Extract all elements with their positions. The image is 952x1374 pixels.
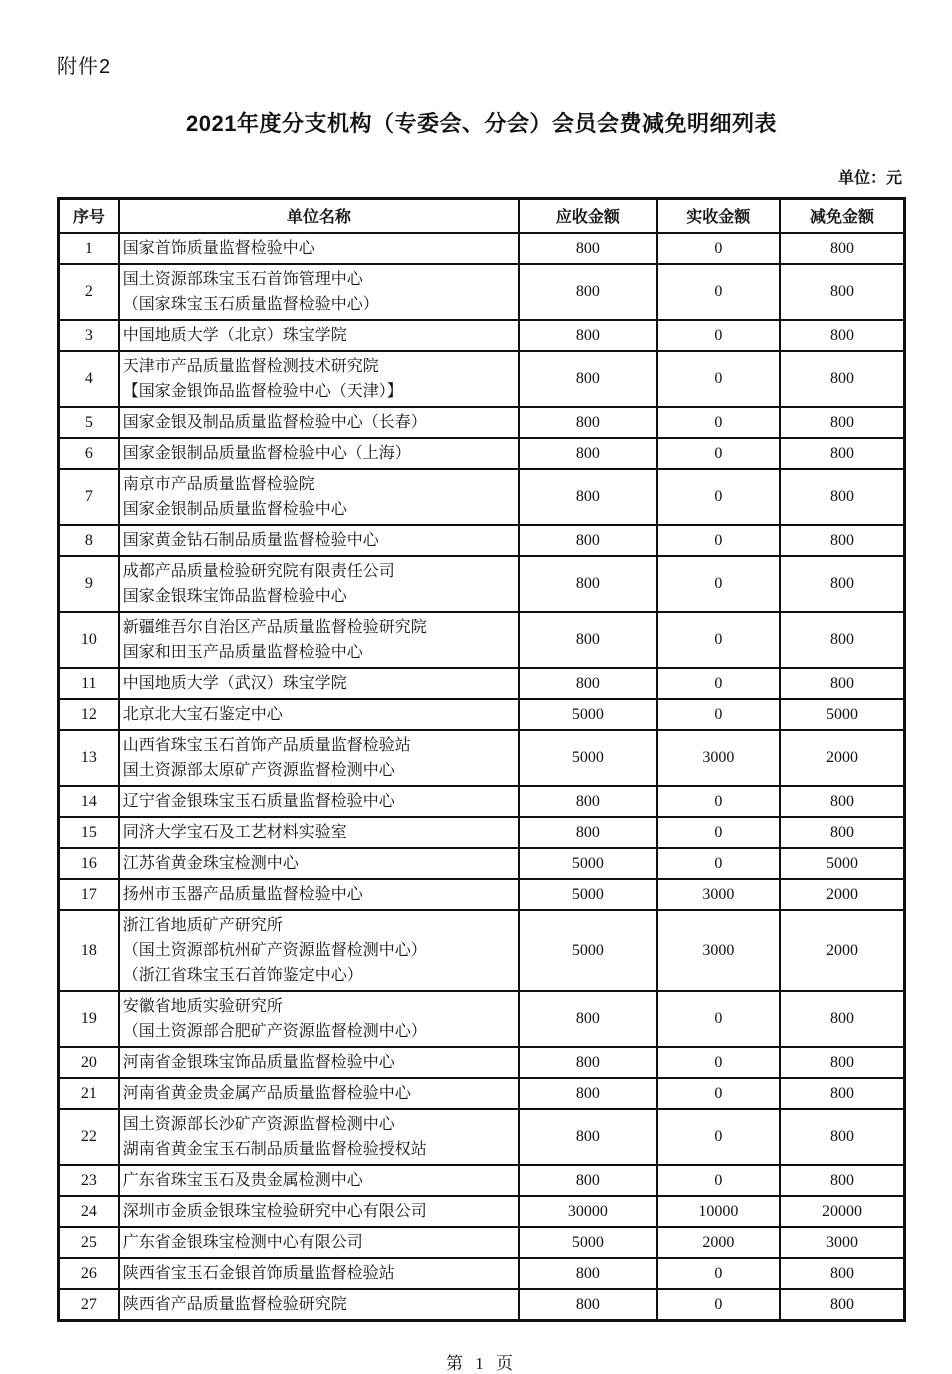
received-amount: 3000 <box>657 879 780 910</box>
reduced-amount: 800 <box>780 1289 904 1321</box>
unit-name: 北京北大宝石鉴定中心 <box>119 699 519 730</box>
reduced-amount: 800 <box>780 1258 904 1289</box>
unit-name: 扬州市玉器产品质量监督检验中心 <box>119 879 519 910</box>
received-amount: 0 <box>657 264 780 320</box>
table-row <box>59 991 905 1047</box>
table-row <box>59 668 905 699</box>
unit-name: 中国地质大学（北京）珠宝学院 <box>119 320 519 351</box>
unit-name: 广东省金银珠宝检测中心有限公司 <box>119 1227 519 1258</box>
unit-name: 广东省珠宝玉石及贵金属检测中心 <box>119 1165 519 1196</box>
received-amount: 3000 <box>657 910 780 991</box>
reduced-amount: 800 <box>780 320 904 351</box>
reduced-amount: 2000 <box>780 910 904 991</box>
received-amount: 0 <box>657 612 780 668</box>
reduced-amount: 800 <box>780 351 904 407</box>
row-index: 9 <box>59 556 119 612</box>
receivable-amount: 800 <box>519 233 656 264</box>
fee-reduction-table <box>57 197 906 1322</box>
receivable-amount: 800 <box>519 1109 656 1165</box>
column-header-receivable: 应收金额 <box>519 199 656 233</box>
received-amount: 0 <box>657 699 780 730</box>
table-row <box>59 1227 905 1258</box>
table-row <box>59 848 905 879</box>
unit-name: 深圳市金质金银珠宝检验研究中心有限公司 <box>119 1196 519 1227</box>
received-amount: 0 <box>657 438 780 469</box>
table-row <box>59 351 905 407</box>
reduced-amount: 800 <box>780 233 904 264</box>
table-row <box>59 1196 905 1227</box>
received-amount: 0 <box>657 351 780 407</box>
table-row <box>59 320 905 351</box>
unit-name: 河南省金银珠宝饰品质量监督检验中心 <box>119 1047 519 1078</box>
unit-name: 国家金银制品质量监督检验中心（上海） <box>119 438 519 469</box>
reduced-amount: 800 <box>780 991 904 1047</box>
table-row <box>59 699 905 730</box>
unit-name: 国土资源部珠宝玉石首饰管理中心 （国家珠宝玉石质量监督检验中心） <box>119 264 519 320</box>
reduced-amount: 800 <box>780 438 904 469</box>
reduced-amount: 800 <box>780 786 904 817</box>
reduced-amount: 800 <box>780 1165 904 1196</box>
row-index: 11 <box>59 668 119 699</box>
unit-name: 国土资源部长沙矿产资源监督检测中心 湖南省黄金宝玉石制品质量监督检验授权站 <box>119 1109 519 1165</box>
row-index: 15 <box>59 817 119 848</box>
row-index: 13 <box>59 730 119 786</box>
table-row <box>59 525 905 556</box>
receivable-amount: 800 <box>519 556 656 612</box>
receivable-amount: 5000 <box>519 879 656 910</box>
received-amount: 0 <box>657 407 780 438</box>
unit-name: 山西省珠宝玉石首饰产品质量监督检验站 国土资源部太原矿产资源监督检测中心 <box>119 730 519 786</box>
table-header-row <box>59 199 905 233</box>
received-amount: 0 <box>657 1109 780 1165</box>
receivable-amount: 5000 <box>519 910 656 991</box>
reduced-amount: 800 <box>780 556 904 612</box>
unit-name: 中国地质大学（武汉）珠宝学院 <box>119 668 519 699</box>
receivable-amount: 800 <box>519 1289 656 1321</box>
row-index: 27 <box>59 1289 119 1321</box>
table-row <box>59 469 905 525</box>
received-amount: 0 <box>657 469 780 525</box>
unit-name: 辽宁省金银珠宝玉石质量监督检验中心 <box>119 786 519 817</box>
table-row <box>59 1078 905 1109</box>
receivable-amount: 800 <box>519 668 656 699</box>
row-index: 7 <box>59 469 119 525</box>
received-amount: 0 <box>657 525 780 556</box>
row-index: 10 <box>59 612 119 668</box>
receivable-amount: 5000 <box>519 699 656 730</box>
table-row <box>59 817 905 848</box>
receivable-amount: 800 <box>519 1078 656 1109</box>
reduced-amount: 800 <box>780 612 904 668</box>
unit-name: 江苏省黄金珠宝检测中心 <box>119 848 519 879</box>
reduced-amount: 800 <box>780 525 904 556</box>
unit-name: 天津市产品质量监督检测技术研究院 【国家金银饰品监督检验中心（天津）】 <box>119 351 519 407</box>
row-index: 8 <box>59 525 119 556</box>
row-index: 3 <box>59 320 119 351</box>
column-header-received: 实收金额 <box>657 199 780 233</box>
receivable-amount: 800 <box>519 1165 656 1196</box>
unit-name: 南京市产品质量监督检验院 国家金银制品质量监督检验中心 <box>119 469 519 525</box>
received-amount: 0 <box>657 1078 780 1109</box>
received-amount: 0 <box>657 233 780 264</box>
reduced-amount: 2000 <box>780 879 904 910</box>
table-row <box>59 1047 905 1078</box>
received-amount: 0 <box>657 1165 780 1196</box>
page-footer: 第 1 页 <box>446 1353 517 1373</box>
unit-name: 国家金银及制品质量监督检验中心（长春） <box>119 407 519 438</box>
unit-name: 成都产品质量检验研究院有限责任公司 国家金银珠宝饰品监督检验中心 <box>119 556 519 612</box>
table-row <box>59 786 905 817</box>
unit-name: 安徽省地质实验研究所 （国土资源部合肥矿产资源监督检测中心） <box>119 991 519 1047</box>
row-index: 17 <box>59 879 119 910</box>
received-amount: 0 <box>657 991 780 1047</box>
unit-name: 新疆维吾尔自治区产品质量监督检验研究院 国家和田玉产品质量监督检验中心 <box>119 612 519 668</box>
row-index: 12 <box>59 699 119 730</box>
receivable-amount: 800 <box>519 469 656 525</box>
received-amount: 0 <box>657 817 780 848</box>
unit-name: 陕西省宝玉石金银首饰质量监督检验站 <box>119 1258 519 1289</box>
row-index: 14 <box>59 786 119 817</box>
received-amount: 0 <box>657 1047 780 1078</box>
receivable-amount: 30000 <box>519 1196 656 1227</box>
unit-note: 单位：元 <box>837 170 902 187</box>
receivable-amount: 800 <box>519 438 656 469</box>
table-row <box>59 612 905 668</box>
table-row <box>59 1258 905 1289</box>
reduced-amount: 800 <box>780 407 904 438</box>
table-row <box>59 233 905 264</box>
table-row <box>59 407 905 438</box>
table-row <box>59 438 905 469</box>
row-index: 5 <box>59 407 119 438</box>
receivable-amount: 800 <box>519 817 656 848</box>
received-amount: 0 <box>657 848 780 879</box>
received-amount: 0 <box>657 1289 780 1321</box>
reduced-amount: 800 <box>780 264 904 320</box>
reduced-amount: 800 <box>780 668 904 699</box>
reduced-amount: 800 <box>780 1078 904 1109</box>
reduced-amount: 800 <box>780 469 904 525</box>
received-amount: 3000 <box>657 730 780 786</box>
received-amount: 2000 <box>657 1227 780 1258</box>
row-index: 1 <box>59 233 119 264</box>
reduced-amount: 20000 <box>780 1196 904 1227</box>
received-amount: 0 <box>657 1258 780 1289</box>
table-row <box>59 1289 905 1321</box>
row-index: 25 <box>59 1227 119 1258</box>
unit-name: 国家首饰质量监督检验中心 <box>119 233 519 264</box>
row-index: 21 <box>59 1078 119 1109</box>
row-index: 20 <box>59 1047 119 1078</box>
reduced-amount: 800 <box>780 817 904 848</box>
row-index: 18 <box>59 910 119 991</box>
unit-name: 陕西省产品质量监督检验研究院 <box>119 1289 519 1321</box>
reduced-amount: 5000 <box>780 848 904 879</box>
table-row <box>59 910 905 991</box>
table-row <box>59 556 905 612</box>
receivable-amount: 5000 <box>519 1227 656 1258</box>
reduced-amount: 800 <box>780 1047 904 1078</box>
reduced-amount: 2000 <box>780 730 904 786</box>
unit-name: 国家黄金钻石制品质量监督检验中心 <box>119 525 519 556</box>
row-index: 23 <box>59 1165 119 1196</box>
received-amount: 0 <box>657 786 780 817</box>
receivable-amount: 800 <box>519 525 656 556</box>
row-index: 4 <box>59 351 119 407</box>
receivable-amount: 800 <box>519 351 656 407</box>
receivable-amount: 5000 <box>519 730 656 786</box>
table-row <box>59 1165 905 1196</box>
unit-name: 河南省黄金贵金属产品质量监督检验中心 <box>119 1078 519 1109</box>
row-index: 2 <box>59 264 119 320</box>
row-index: 6 <box>59 438 119 469</box>
receivable-amount: 800 <box>519 786 656 817</box>
page-title: 2021年度分支机构（专委会、分会）会员会费减免明细列表 <box>186 111 777 136</box>
reduced-amount: 800 <box>780 1109 904 1165</box>
received-amount: 0 <box>657 320 780 351</box>
received-amount: 0 <box>657 668 780 699</box>
column-header-index: 序号 <box>59 199 119 233</box>
reduced-amount: 3000 <box>780 1227 904 1258</box>
receivable-amount: 800 <box>519 320 656 351</box>
reduced-amount: 5000 <box>780 699 904 730</box>
receivable-amount: 800 <box>519 1258 656 1289</box>
table-row <box>59 1109 905 1165</box>
receivable-amount: 800 <box>519 1047 656 1078</box>
table-row <box>59 730 905 786</box>
received-amount: 0 <box>657 556 780 612</box>
unit-name: 同济大学宝石及工艺材料实验室 <box>119 817 519 848</box>
row-index: 26 <box>59 1258 119 1289</box>
receivable-amount: 800 <box>519 991 656 1047</box>
receivable-amount: 5000 <box>519 848 656 879</box>
received-amount: 10000 <box>657 1196 780 1227</box>
row-index: 22 <box>59 1109 119 1165</box>
table-row <box>59 264 905 320</box>
column-header-unit-name: 单位名称 <box>119 199 519 233</box>
row-index: 16 <box>59 848 119 879</box>
unit-name: 浙江省地质矿产研究所 （国土资源部杭州矿产资源监督检测中心） （浙江省珠宝玉石首饰鉴定中心） <box>119 910 519 991</box>
column-header-reduced: 减免金额 <box>780 199 904 233</box>
row-index: 19 <box>59 991 119 1047</box>
table-row <box>59 879 905 910</box>
receivable-amount: 800 <box>519 264 656 320</box>
receivable-amount: 800 <box>519 407 656 438</box>
row-index: 24 <box>59 1196 119 1227</box>
receivable-amount: 800 <box>519 612 656 668</box>
attachment-label: 附件2 <box>57 56 112 78</box>
